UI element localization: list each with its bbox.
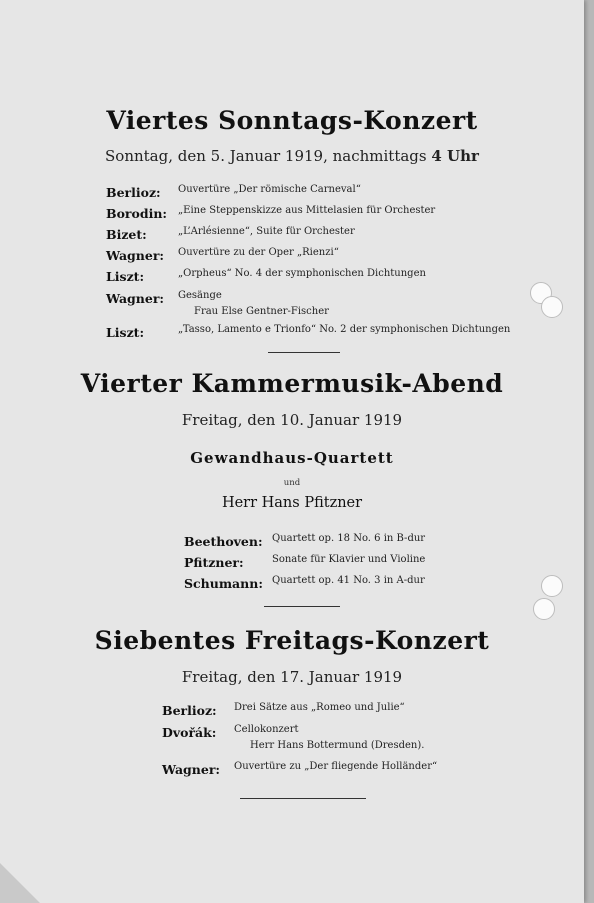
composer: Dvořák: bbox=[162, 725, 217, 740]
program-item bbox=[162, 759, 438, 777]
piece: Quartett op. 41 No. 3 in A-dur bbox=[272, 575, 425, 586]
composer: Liszt: bbox=[106, 325, 145, 340]
composer: Bizet: bbox=[106, 227, 147, 242]
composer: Wagner: bbox=[106, 248, 165, 263]
punch-hole bbox=[533, 598, 555, 620]
section3-title: Siebentes Freitags-Konzert bbox=[94, 626, 490, 655]
section1-title: Viertes Sonntags-Konzert bbox=[106, 106, 478, 135]
program-item bbox=[106, 322, 511, 340]
folded-corner bbox=[0, 863, 40, 903]
composer: Berlioz: bbox=[162, 703, 217, 718]
section2-guest: Herr Hans Pfitzner bbox=[221, 495, 363, 511]
composer: Beethoven: bbox=[184, 534, 263, 549]
program-item bbox=[106, 224, 355, 242]
piece: Quartett op. 18 No. 6 in B-dur bbox=[272, 533, 426, 544]
program-item bbox=[106, 182, 361, 200]
closing-rule bbox=[240, 798, 366, 799]
composer: Berlioz: bbox=[106, 185, 161, 200]
program-item bbox=[106, 266, 426, 284]
section-divider bbox=[264, 606, 340, 607]
piece: „Tasso, Lamento e Trionfo“ No. 2 der symphonischen Dichtungen bbox=[178, 324, 511, 335]
piece: Ouvertüre „Der römische Carneval“ bbox=[178, 184, 361, 195]
piece: „Orpheus“ No. 4 der symphonischen Dichtungen bbox=[178, 268, 426, 279]
section3-date: Freitag, den 17. Januar 1919 bbox=[181, 668, 403, 686]
section-divider bbox=[268, 352, 340, 353]
program-item bbox=[106, 203, 436, 221]
section2-title: Vierter Kammermusik-Abend bbox=[80, 369, 504, 398]
punch-hole bbox=[541, 575, 563, 597]
program-item bbox=[162, 700, 405, 718]
piece: Ouvertüre zu „Der fliegende Holländer“ bbox=[234, 761, 438, 772]
program-item bbox=[184, 552, 426, 570]
composer: Wagner: bbox=[162, 762, 221, 777]
program-item bbox=[106, 245, 339, 263]
piece: Sonate für Klavier und Violine bbox=[272, 554, 426, 565]
section1-date: Sonntag, den 5. Januar 1919, nachmittags bbox=[105, 147, 427, 165]
piece: Drei Sätze aus „Romeo und Julie“ bbox=[234, 702, 405, 713]
program-item bbox=[162, 722, 299, 740]
program-item bbox=[184, 573, 425, 591]
section1-date-line bbox=[0, 147, 584, 165]
program-item bbox=[184, 531, 426, 549]
piece: Ouvertüre zu der Oper „Rienzi“ bbox=[178, 247, 339, 258]
section2-date: Freitag, den 10. Januar 1919 bbox=[181, 411, 403, 429]
punch-hole bbox=[541, 296, 563, 318]
section2-und: und bbox=[283, 478, 301, 488]
piece: Gesänge bbox=[178, 290, 222, 301]
program-item bbox=[106, 288, 222, 306]
section1-time: 4 Uhr bbox=[431, 147, 479, 165]
section1-performer: Frau Else Gentner-Fischer bbox=[194, 306, 329, 317]
composer: Borodin: bbox=[106, 206, 168, 221]
piece: „Eine Steppenskizze aus Mittelasien für Orchester bbox=[178, 205, 436, 216]
composer: Pfitzner: bbox=[184, 555, 244, 570]
composer: Liszt: bbox=[106, 269, 145, 284]
section3-performer: Herr Hans Bottermund (Dresden). bbox=[250, 740, 425, 751]
composer: Wagner: bbox=[106, 291, 165, 306]
piece: „L’Arlésienne“, Suite für Orchester bbox=[178, 226, 355, 237]
section2-ensemble: Gewandhaus-Quartett bbox=[190, 449, 394, 467]
piece: Cellokonzert bbox=[234, 724, 299, 735]
composer: Schumann: bbox=[184, 576, 263, 591]
